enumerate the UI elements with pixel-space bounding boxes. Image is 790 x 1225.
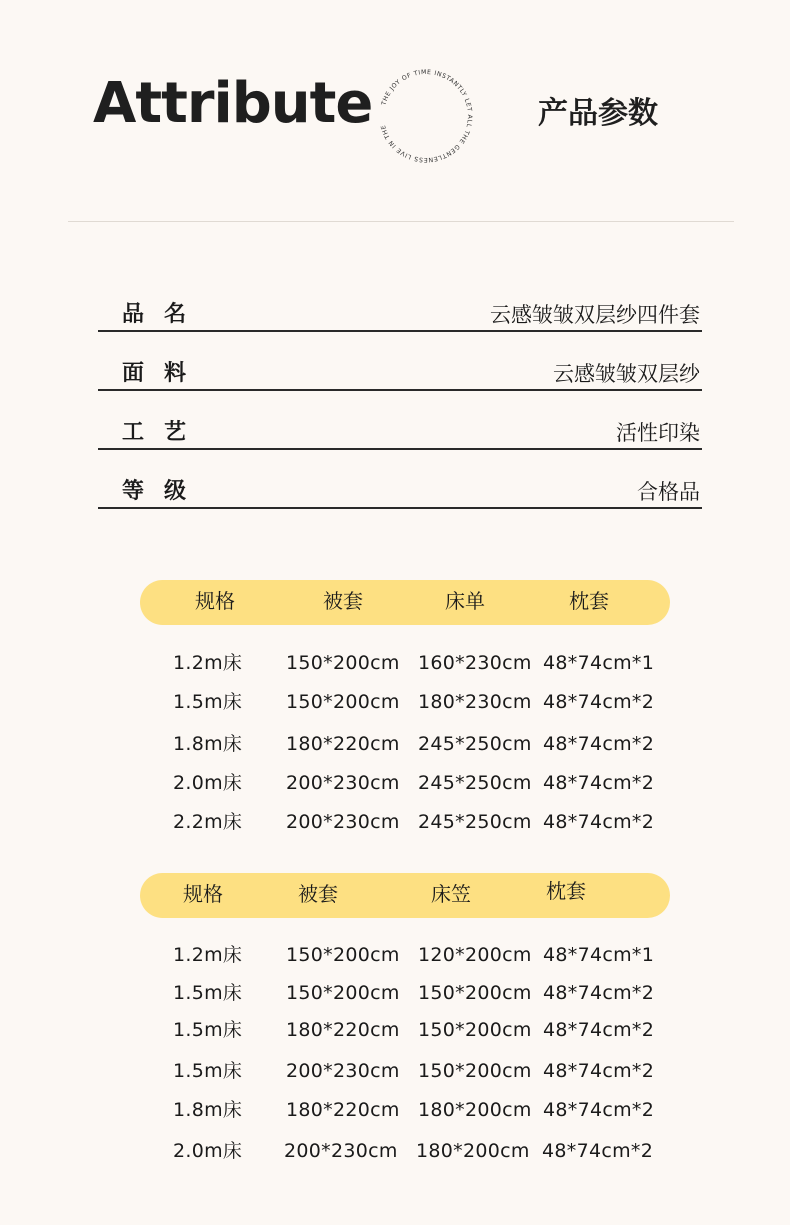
cell-pillowcase: 48*74cm*2 — [542, 1140, 654, 1162]
table-row — [0, 980, 790, 1010]
attribute-value: 合格品 — [637, 480, 700, 504]
table1-header — [140, 580, 670, 625]
header-pillowcase: 枕套 — [569, 589, 609, 613]
cell-pillowcase: 48*74cm*2 — [543, 691, 655, 713]
cell-size: 2.0m床 — [173, 772, 243, 794]
ring-text: THE JOY OF TIME INSTANTLY LET ALL THE GENTLENESS LIVE IN THE — [379, 68, 474, 164]
attribute-label: 工艺 — [122, 420, 207, 445]
cell-size: 1.8m床 — [173, 733, 243, 755]
attribute-row-craft — [98, 391, 702, 450]
cell-duvet-cover: 200*230cm — [286, 811, 400, 833]
cell-size: 1.5m床 — [173, 691, 243, 713]
cell-size: 1.2m床 — [173, 652, 243, 674]
cell-duvet-cover: 150*200cm — [286, 944, 400, 966]
cell-size: 1.2m床 — [173, 944, 243, 966]
cell-flat-sheet: 245*250cm — [418, 811, 532, 833]
header-size: 规格 — [195, 589, 235, 613]
cell-duvet-cover: 150*200cm — [286, 982, 400, 1004]
cell-duvet-cover: 180*220cm — [286, 733, 400, 755]
svg-text:THE JOY OF TIME INSTANTLY LET — [380, 69, 473, 163]
table-row — [0, 731, 790, 761]
cell-flat-sheet: 245*250cm — [418, 772, 532, 794]
cell-size: 1.5m床 — [173, 1019, 243, 1041]
page-header — [0, 0, 790, 230]
cell-flat-sheet: 180*230cm — [418, 691, 532, 713]
cell-pillowcase: 48*74cm*2 — [543, 1060, 655, 1082]
attribute-list — [98, 295, 702, 509]
cell-fitted-sheet: 120*200cm — [418, 944, 532, 966]
attribute-row-name — [98, 295, 702, 332]
table-row — [0, 689, 790, 719]
header-divider — [68, 221, 734, 222]
cell-flat-sheet: 245*250cm — [418, 733, 532, 755]
cell-duvet-cover: 180*220cm — [286, 1019, 400, 1041]
cell-size: 2.0m床 — [173, 1140, 243, 1162]
title-chinese: 产品参数 — [538, 96, 658, 131]
table-row — [0, 1017, 790, 1047]
table2-header — [140, 873, 670, 918]
cell-size: 1.5m床 — [173, 982, 243, 1004]
header-duvet-cover: 被套 — [298, 882, 338, 906]
attribute-row-grade — [98, 450, 702, 509]
cell-fitted-sheet: 180*200cm — [418, 1099, 532, 1121]
cell-pillowcase: 48*74cm*2 — [543, 1019, 655, 1041]
cell-duvet-cover: 200*230cm — [286, 1060, 400, 1082]
cell-flat-sheet: 160*230cm — [418, 652, 532, 674]
cell-size: 1.5m床 — [173, 1060, 243, 1082]
attribute-row-fabric — [98, 332, 702, 391]
table-row — [0, 1058, 790, 1088]
cell-pillowcase: 48*74cm*2 — [543, 772, 655, 794]
cell-duvet-cover: 200*230cm — [286, 772, 400, 794]
cell-pillowcase: 48*74cm*2 — [543, 982, 655, 1004]
cell-pillowcase: 48*74cm*2 — [543, 1099, 655, 1121]
table-row — [0, 1138, 790, 1168]
table-row — [0, 809, 790, 839]
header-fitted-sheet: 床笠 — [431, 882, 471, 906]
cell-pillowcase: 48*74cm*1 — [543, 652, 655, 674]
attribute-value: 云感皱皱双层纱 — [553, 362, 700, 386]
circular-slogan-ring — [376, 66, 476, 166]
table-row — [0, 942, 790, 972]
attribute-label: 品名 — [122, 302, 207, 327]
cell-size: 1.8m床 — [173, 1099, 243, 1121]
header-duvet-cover: 被套 — [323, 589, 363, 613]
table-row — [0, 770, 790, 800]
table-row — [0, 650, 790, 680]
cell-fitted-sheet: 180*200cm — [416, 1140, 530, 1162]
cell-fitted-sheet: 150*200cm — [418, 982, 532, 1004]
cell-pillowcase: 48*74cm*2 — [543, 811, 655, 833]
cell-pillowcase: 48*74cm*2 — [543, 733, 655, 755]
attribute-value: 云感皱皱双层纱四件套 — [490, 303, 700, 327]
attribute-value: 活性印染 — [616, 421, 700, 445]
cell-duvet-cover: 150*200cm — [286, 652, 400, 674]
cell-fitted-sheet: 150*200cm — [418, 1019, 532, 1041]
attribute-label: 面料 — [122, 361, 207, 386]
header-pillowcase: 枕套 — [546, 879, 586, 903]
cell-duvet-cover: 180*220cm — [286, 1099, 400, 1121]
title-english: Attribute — [93, 71, 373, 136]
header-flat-sheet: 床单 — [445, 589, 485, 613]
attribute-label: 等级 — [122, 479, 207, 504]
cell-pillowcase: 48*74cm*1 — [543, 944, 655, 966]
cell-size: 2.2m床 — [173, 811, 243, 833]
cell-duvet-cover: 150*200cm — [286, 691, 400, 713]
header-size: 规格 — [183, 882, 223, 906]
table-row — [0, 1097, 790, 1127]
cell-fitted-sheet: 150*200cm — [418, 1060, 532, 1082]
cell-duvet-cover: 200*230cm — [284, 1140, 398, 1162]
